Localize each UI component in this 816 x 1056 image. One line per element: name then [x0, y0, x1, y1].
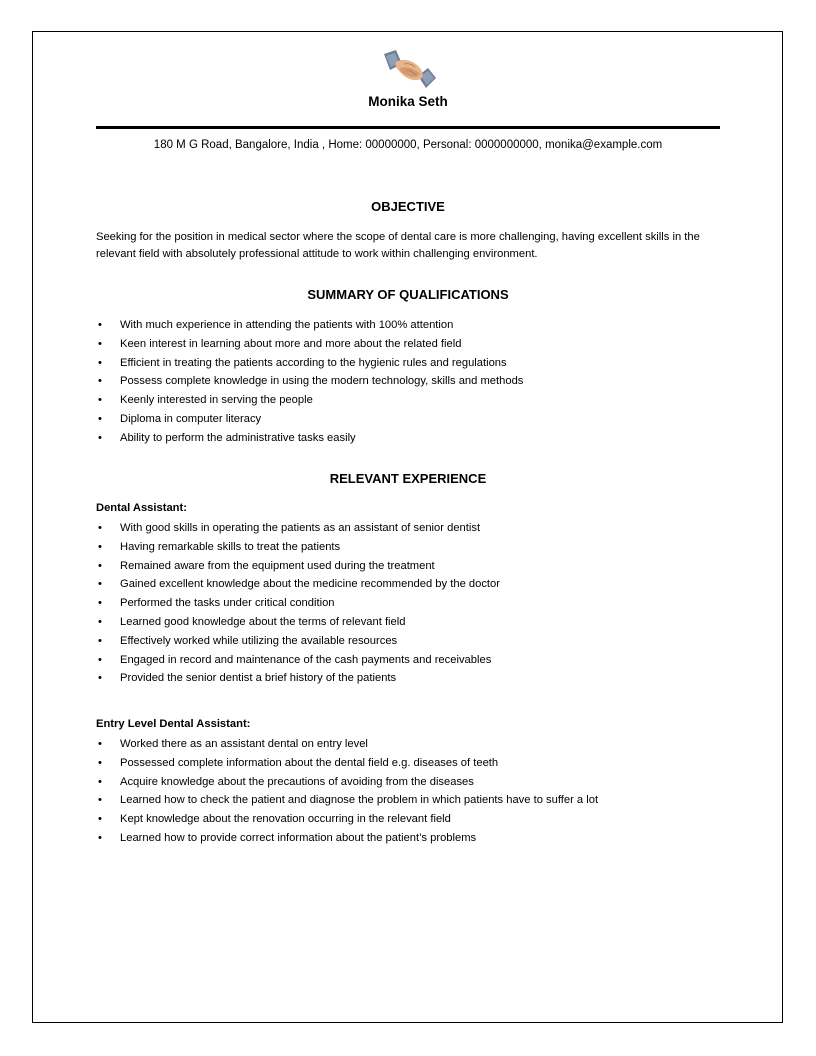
- list-item: • Learned good knowledge about the terms of relevant field: [96, 613, 736, 632]
- list-item: • Learned how to check the patient and diagnose the problem in which patients have to suffer a lot: [96, 791, 736, 810]
- list-item: • Ability to perform the administrative tasks easily: [96, 429, 736, 448]
- objective-text: Seeking for the position in medical sector where the scope of dental care is more challenging, having excellent skills in the relevant field with absolutely professional attitude to work within challenging environment.: [96, 231, 700, 260]
- list-item: • Kept knowledge about the renovation occurring in the relevant field: [96, 810, 736, 829]
- list-item: • Engaged in record and maintenance of the cash payments and receivables: [96, 651, 736, 670]
- list-item: • Effectively worked while utilizing the available resources: [96, 632, 736, 651]
- candidate-name: Monika Seth: [368, 94, 448, 109]
- qualifications-heading: SUMMARY OF QUALIFICATIONS: [307, 287, 509, 302]
- job-title: Entry Level Dental Assistant:: [96, 718, 251, 730]
- list-item: • Learned how to provide correct information about the patient’s problems: [96, 829, 736, 848]
- list-item: • Acquire knowledge about the precautions of avoiding from the diseases: [96, 773, 736, 792]
- list-item: • Possessed complete information about the dental field e.g. diseases of teeth: [96, 754, 736, 773]
- list-item: • Efficient in treating the patients according to the hygienic rules and regulations: [96, 354, 736, 373]
- list-item: • Possess complete knowledge in using the modern technology, skills and methods: [96, 372, 736, 391]
- list-item: • Provided the senior dentist a brief history of the patients: [96, 669, 736, 688]
- list-item: • Diploma in computer literacy: [96, 410, 736, 429]
- list-item: • Performed the tasks under critical condition: [96, 594, 736, 613]
- list-item: • Remained aware from the equipment used during the treatment: [96, 557, 736, 576]
- list-item: • Keen interest in learning about more and more about the related field: [96, 335, 736, 354]
- experience-heading: RELEVANT EXPERIENCE: [329, 471, 487, 486]
- job-title: Dental Assistant:: [96, 502, 187, 514]
- header-rule: [96, 126, 720, 129]
- job-duties-list: [96, 735, 736, 848]
- contact-line: 180 M G Road, Bangalore, India , Home: 00000000, Personal: 0000000000, monika@example.com: [153, 139, 663, 151]
- list-item: • Having remarkable skills to treat the patients: [96, 538, 736, 557]
- list-item: • With good skills in operating the patients as an assistant of senior dentist: [96, 519, 736, 538]
- list-item: • Keenly interested in serving the people: [96, 391, 736, 410]
- list-item: • Worked there as an assistant dental on entry level: [96, 735, 736, 754]
- list-item: • Gained excellent knowledge about the medicine recommended by the doctor: [96, 575, 736, 594]
- handshake-icon: [382, 48, 438, 90]
- objective-heading: OBJECTIVE: [371, 199, 445, 214]
- list-item: • With much experience in attending the patients with 100% attention: [96, 316, 736, 335]
- job-duties-list: [96, 519, 736, 688]
- qualifications-list: [96, 316, 736, 448]
